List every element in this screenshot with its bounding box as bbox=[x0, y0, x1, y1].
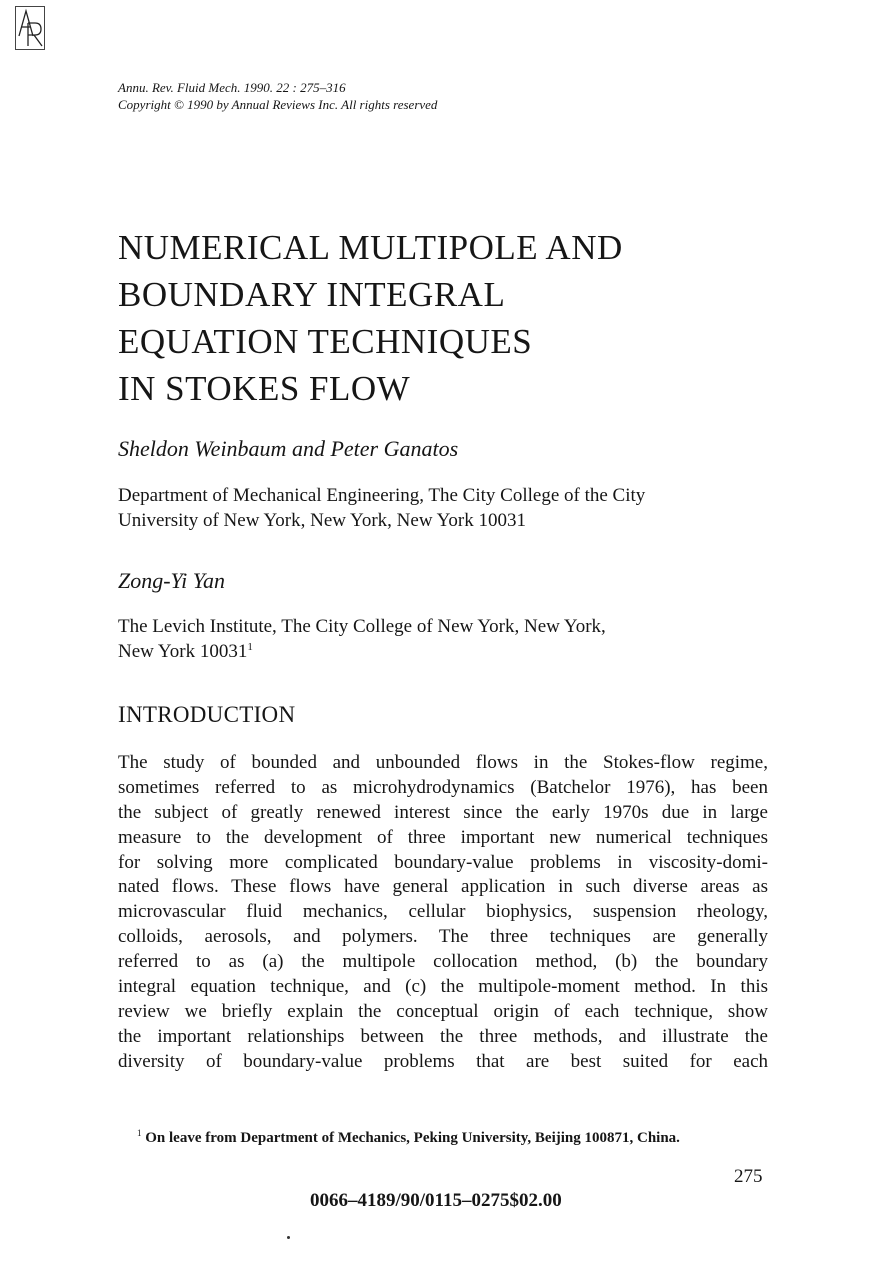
title-line: IN STOKES FLOW bbox=[118, 369, 411, 408]
paragraph-line: review we briefly explain the conceptual origin of each technique, show bbox=[118, 1000, 768, 1022]
footnote-number: 1 bbox=[137, 1128, 142, 1138]
affiliation-line: Department of Mechanical Engineering, The City College of the City bbox=[118, 485, 646, 506]
paragraph-line: diversity of boundary-value problems that are best suited for each bbox=[118, 1050, 768, 1072]
paragraph-line: colloids, aerosols, and polymers. The three techniques are generally bbox=[118, 926, 768, 948]
paragraph-line: integral equation technique, and (c) the multipole-moment method. In this bbox=[118, 976, 768, 998]
article-title bbox=[118, 224, 623, 412]
introduction-paragraph bbox=[118, 751, 768, 1075]
affiliation-line: The Levich Institute, The City College of New York, New York, bbox=[118, 616, 606, 637]
paragraph-line: sometimes referred to as microhydrodynamics (Batchelor 1976), has been bbox=[118, 776, 768, 798]
copyright-notice: Copyright © 1990 by Annual Reviews Inc. All rights reserved bbox=[118, 97, 438, 112]
paragraph-line: referred to as (a) the multipole collocation method, (b) the boundary bbox=[118, 951, 768, 973]
title-line: BOUNDARY INTEGRAL bbox=[118, 275, 506, 314]
affiliation-line-text: New York 10031 bbox=[118, 641, 248, 662]
affiliation-line bbox=[118, 639, 606, 664]
journal-header bbox=[118, 79, 437, 113]
annual-reviews-logo bbox=[15, 6, 45, 50]
section-heading: INTRODUCTION bbox=[118, 702, 296, 727]
author-names-2: Zong-Yi Yan bbox=[118, 568, 225, 593]
page-number: 275 bbox=[734, 1166, 763, 1187]
title-line: EQUATION TECHNIQUES bbox=[118, 322, 533, 361]
article-code: 0066–4189/90/0115–0275$02.00 bbox=[310, 1190, 562, 1211]
title-line: NUMERICAL MULTIPOLE AND bbox=[118, 228, 623, 267]
paragraph-line: nated flows. These flows have general application in such diverse areas as bbox=[118, 876, 768, 898]
affiliation-line: University of New York, New York, New York 10031 bbox=[118, 510, 526, 531]
paragraph-line: microvascular fluid mechanics, cellular biophysics, suspension rheology, bbox=[118, 901, 768, 923]
footnote-text: On leave from Department of Mechanics, Peking University, Beijing 100871, China. bbox=[145, 1130, 680, 1146]
paragraph-line: the important relationships between the three methods, and illustrate the bbox=[118, 1025, 768, 1047]
paragraph-line: the subject of greatly renewed interest since the early 1970s due in large bbox=[118, 801, 768, 823]
affiliation-1 bbox=[118, 483, 645, 533]
paragraph-line: The study of bounded and unbounded flows in the Stokes-flow regime, bbox=[118, 752, 768, 773]
paragraph-line: measure to the development of three important new numerical techniques bbox=[118, 826, 768, 848]
footnote bbox=[137, 1130, 680, 1147]
affiliation-2 bbox=[118, 614, 606, 664]
journal-citation: Annu. Rev. Fluid Mech. 1990. 22 : 275–316 bbox=[118, 80, 346, 95]
author-names-1: Sheldon Weinbaum and Peter Ganatos bbox=[118, 436, 459, 461]
print-speck bbox=[287, 1236, 290, 1239]
paragraph-line: for solving more complicated boundary-value problems in viscosity-domi- bbox=[118, 851, 768, 873]
footnote-marker: 1 bbox=[247, 641, 253, 653]
